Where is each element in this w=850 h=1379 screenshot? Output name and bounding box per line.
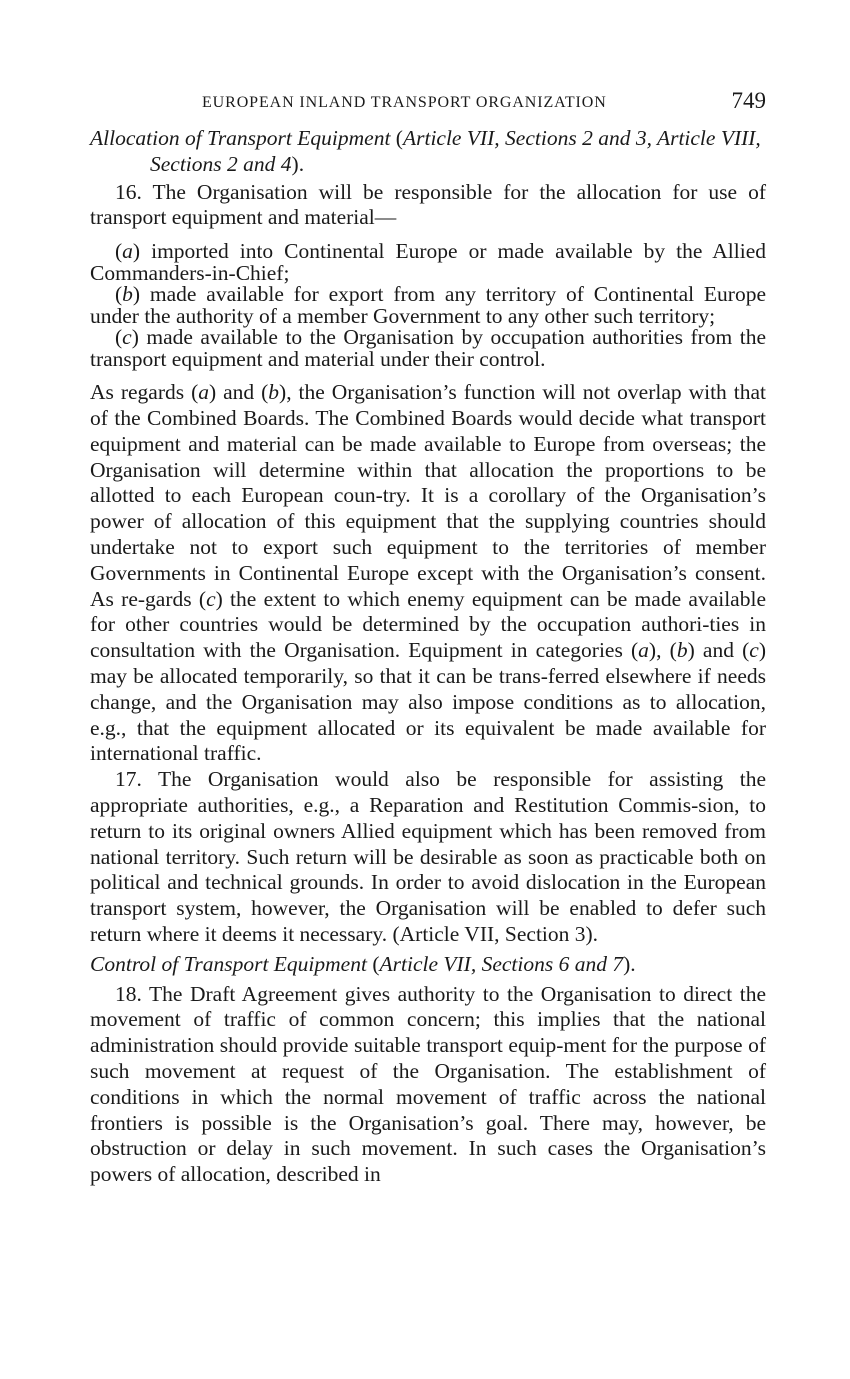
page-number: 749	[731, 88, 766, 113]
paragraph-17: 17. The Organisation would also be responsible for assisting the appropriate authorities, e.g., a Reparation and Restitution Commis-sion, to return to its original owners Allied equipment which has been removed from national territory. Such return will be desirable as soon as practicable both on political and technical grounds. In order to avoid dislocation in the European transport system, however, the Organisation will be enabled to defer such return where it deems it necessary. (Article VII, Section 3).	[90, 767, 766, 946]
list-label: c	[122, 325, 132, 350]
allocation-list	[90, 241, 766, 370]
running-title: EUROPEAN INLAND TRANSPORT ORGANIZATION	[202, 94, 607, 111]
running-head	[90, 86, 766, 126]
list-item-text: made available to the Organisation by occupation authorities from the transport equipment and material under their control.	[90, 325, 766, 371]
section-heading-control: Control of Transport Equipment (Article VII, Sections 6 and 7).	[90, 951, 636, 976]
list-label: a	[122, 239, 133, 264]
page	[90, 86, 766, 1188]
paragraph-16: 16. The Organisation will be responsible for the allocation for use of transport equipment and material—	[90, 179, 766, 230]
list-item-a: (a) imported into Continental Europe or made available by the Allied Commanders-in-Chief;	[90, 239, 766, 285]
list-item-c: (c) made available to the Organisation by occupation authorities from the transport equipment and material under their control.	[90, 325, 766, 371]
list-item-b: (b) made available for export from any territory of Continental Europe under the authority of a member Government to any other such territory;	[90, 282, 766, 328]
list-item-text: made available for export from any territory of Continental Europe under the authority of a member Government to any other such territory;	[90, 282, 766, 328]
heading-title: Control of Transport Equipment	[90, 951, 367, 976]
list-label: b	[122, 282, 133, 307]
section-heading-allocation: Allocation of Transport Equipment (Article VII, Sections 2 and 3, Article VIII, Sections 2 and 4).	[90, 126, 761, 176]
heading-reference: Article VII, Sections 2 and 3, Article VIII, Sections 2 and 4	[150, 126, 761, 176]
heading-title: Allocation of Transport Equipment	[90, 126, 391, 150]
list-item-text: imported into Continental Europe or made available by the Allied Commanders-in-Chief;	[90, 239, 766, 285]
paragraph-18: 18. The Draft Agreement gives authority to the Organisation to direct the movement of traffic of common concern; this implies that the national administration should provide suitable transport equip-ment for the purpose of such movement at request of the Organisation. The establishment of conditions in which the normal movement of traffic across the national frontiers is possible is the Organisation’s goal. There may, however, be obstruction or delay in such movement. In such cases the Organisation’s powers of allocation, described in	[90, 981, 766, 1187]
heading-reference: Article VII, Sections 6 and 7	[379, 951, 624, 976]
paragraph-regards: As regards (a) and (b), the Organisation’s function will not overlap with that of the Combined Boards. The Combined Boards would decide what transport equipment and material can be made available to Europe from overseas; the Organisation will determine within that allocation the proportions to be allotted to each European coun-try. It is a corollary of the Organisation’s power of allocation of this equipment that the supplying countries should undertake not to export such equipment to the territories of member Governments in Continental Europe except with the Organisation’s consent. As re-gards (c) the extent to which enemy equipment can be made available for other countries would be determined by the occupation authori-ties in consultation with the Organisation. Equipment in categories (a), (b) and (c) may be allocated temporarily, so that it can be trans-ferred elsewhere if needs change, and the Organisation may also impose conditions as to allocation, e.g., that the equipment allocated or its equivalent be made available for international traffic.	[90, 380, 766, 766]
